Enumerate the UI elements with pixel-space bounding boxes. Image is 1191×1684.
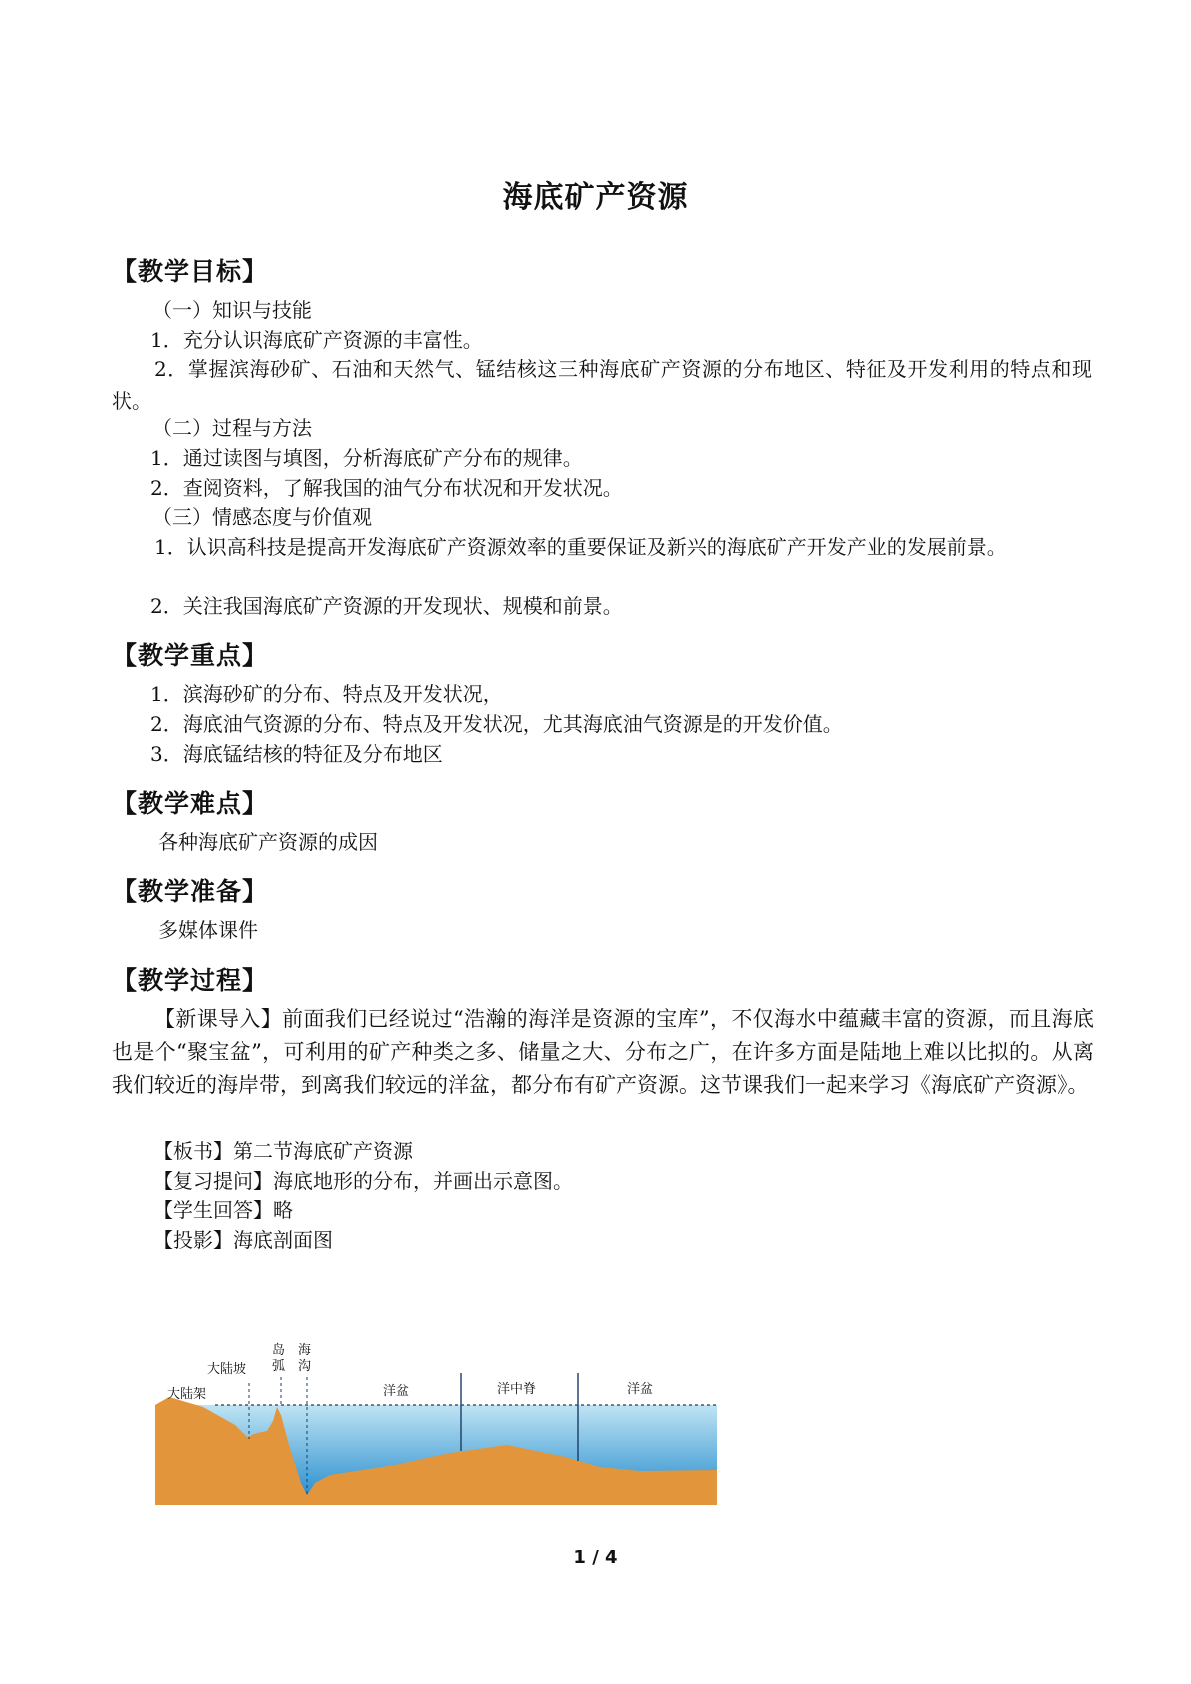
key-point-1: 1．滨海砂矿的分布、特点及开发状况，: [150, 682, 503, 706]
process-item-2: 2．查阅资料，了解我国的油气分布状况和开发状况。: [150, 476, 623, 500]
process-item-1: 1．通过读图与填图，分析海底矿产分布的规律。: [150, 446, 583, 470]
document-title: 海底矿产资源: [502, 180, 689, 215]
emotion-item-2: 2．关注我国海底矿产资源的开发现状、规模和前景。: [150, 594, 623, 618]
knowledge-item-2: 2．掌握滨海砂矿、石油和天然气、锰结核这三种海底矿产资源的分布地区、特征及开发利用的特点和现状。: [112, 357, 1092, 413]
label-ocean-basin-right: 洋盆: [627, 1382, 654, 1397]
label-continental-slope: 大陆坡: [207, 1362, 247, 1377]
knowledge-title: （一）知识与技能: [152, 298, 312, 322]
seabed-profile-figure: [155, 1335, 717, 1505]
difficulties-text: 各种海底矿产资源的成因: [158, 830, 378, 854]
label-mid-ocean-ridge: 洋中脊: [497, 1382, 537, 1397]
label-island-arc-1: 岛: [272, 1343, 286, 1358]
label-trench-2: 沟: [298, 1359, 312, 1374]
intro-paragraph: 【新课导入】前面我们已经说过“浩瀚的海洋是资源的宝库”，不仅海水中蕴藏丰富的资源，而且海底也是个“聚宝盆”，可利用的矿产种类之多、储量之大、分布之广，在许多方面是陆地上难以比拟的。从离我们较近的海岸带，到离我们较远的洋盆，都分布有矿产资源。这节课我们一起来学习《海底矿产资源》。: [112, 1007, 1094, 1097]
label-trench-1: 海: [298, 1343, 312, 1358]
process-title: （二）过程与方法: [152, 416, 312, 440]
label-ocean-basin-left: 洋盆: [383, 1384, 410, 1399]
key-point-3: 3．海底锰结核的特征及分布地区: [150, 742, 443, 766]
key-points-heading: 【教学重点】: [112, 641, 269, 670]
projection-note: 【投影】海底剖面图: [153, 1228, 333, 1252]
student-answer: 【学生回答】略: [153, 1198, 293, 1222]
process-heading: 【教学过程】: [112, 966, 269, 995]
review-question: 【复习提问】海底地形的分布，并画出示意图。: [153, 1169, 573, 1193]
label-continental-shelf: 大陆架: [167, 1387, 207, 1402]
page-number: 1 / 4: [573, 1547, 618, 1568]
knowledge-item-1: 1．充分认识海底矿产资源的丰富性。: [150, 328, 483, 352]
difficulties-heading: 【教学难点】: [112, 789, 269, 818]
key-point-2: 2．海底油气资源的分布、特点及开发状况，尤其海底油气资源是的开发价值。: [150, 712, 843, 736]
board-note: 【板书】第二节海底矿产资源: [153, 1139, 413, 1163]
preparation-text: 多媒体课件: [158, 918, 258, 942]
label-island-arc-2: 弧: [272, 1359, 286, 1374]
preparation-heading: 【教学准备】: [112, 877, 269, 906]
emotion-item-1: 1．认识高科技是提高开发海底矿产资源效率的重要保证及新兴的海底矿产开发产业的发展前景。: [154, 535, 1007, 559]
emotion-title: （三）情感态度与价值观: [152, 505, 372, 529]
objectives-heading: 【教学目标】: [112, 257, 269, 286]
